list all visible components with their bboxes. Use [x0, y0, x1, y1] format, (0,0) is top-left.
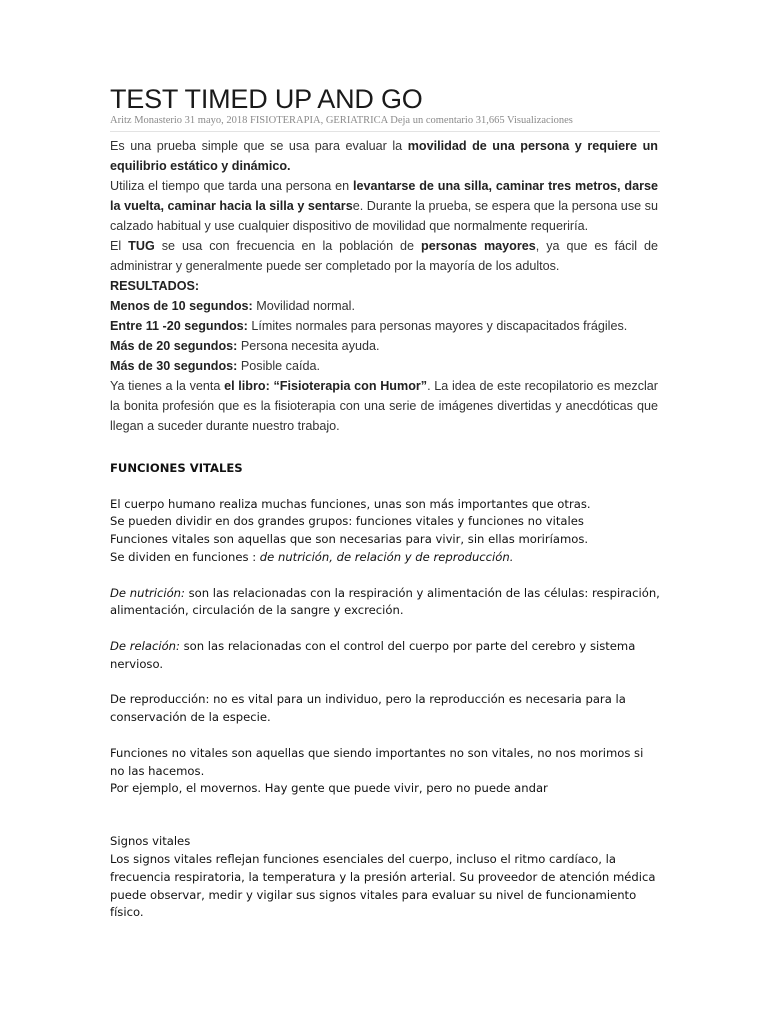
notes-text: Se dividen en funciones :	[110, 549, 260, 564]
result-text: Persona necesita ayuda.	[237, 339, 380, 353]
relation-text: son las relacionadas con el control del cuerpo por parte del cerebro y sistema nervioso.	[110, 638, 636, 671]
procedure-text-end: e. Durante la prueba, se espera que la persona use su calzado habitual y use cualquier dispositivo de movilidad que normalmente requeriría.	[110, 199, 658, 233]
result-row	[110, 316, 658, 336]
notes-line	[110, 549, 660, 567]
procedure-paragraph	[110, 176, 658, 236]
result-text: Posible caída.	[237, 359, 320, 373]
article-body	[110, 136, 658, 436]
signs-paragraph: Los signos vitales reflejan funciones esenciales del cuerpo, incluso el ritmo cardíaco, la frecuencia respiratoria, la temperatura y la presión arterial. Su proveedor de atención médica puede observar, medir y vigilar sus signos vitales para evaluar su nivel de funcionamiento físico.	[110, 851, 656, 920]
tug-text-end: , ya que es fácil de administrar y generalmente puede ser completado por la mayoría de los adultos.	[110, 239, 658, 273]
result-label: Más de 30 segundos:	[110, 359, 238, 373]
result-row	[110, 296, 658, 316]
page-title: TEST TIMED UP AND GO	[110, 84, 423, 114]
result-row	[110, 336, 658, 356]
intro-bold: movilidad de una persona y requiere un equilibrio estático y dinámico.	[110, 139, 658, 173]
tug-text-mid: se usa con frecuencia en la población de	[154, 239, 421, 253]
book-title-link[interactable]: el libro: “Fisioterapia con Humor”	[224, 379, 428, 393]
procedure-text: Utiliza el tiempo que tarda una persona en	[110, 179, 354, 193]
result-row	[110, 356, 658, 376]
section-heading	[110, 460, 660, 478]
notes-section	[110, 460, 660, 922]
intro-text: Es una prueba simple que se usa para evaluar la	[110, 139, 408, 153]
results-heading	[110, 276, 658, 296]
results-heading-text: RESULTADOS:	[110, 279, 200, 293]
result-label: Más de 20 segundos:	[110, 339, 238, 353]
notes-italic: de nutrición, de relación y de reproducción.	[259, 549, 514, 564]
notes-line: Funciones vitales son aquellas que son necesarias para vivir, sin ellas moriríamos.	[110, 532, 589, 547]
non-vital-paragraph: Funciones no vitales son aquellas que siendo importantes no son vitales, no nos morimos si no las hacemos.	[110, 745, 644, 778]
non-vital-example: Por ejemplo, el movernos. Hay gente que puede vivir, pero no puede andar	[110, 781, 548, 796]
post-meta: Aritz Monasterio 31 mayo, 2018 FISIOTERAPIA, GERIATRICA Deja un comentario 31,665 Visualizaciones	[110, 115, 573, 126]
nutrition-paragraph	[110, 585, 660, 621]
elderly-bold: personas mayores	[421, 239, 536, 253]
tug-text: El	[110, 239, 129, 253]
tug-paragraph	[110, 236, 658, 276]
tug-bold: TUG	[128, 239, 155, 253]
nutrition-label: De nutrición:	[110, 585, 185, 600]
notes-line: El cuerpo humano realiza muchas funciones, unas son más importantes que otras.	[110, 496, 591, 511]
section-heading-text: FUNCIONES VITALES	[110, 461, 243, 475]
book-text-end: . La idea de este recopilatorio es mezclar la bonita profesión que es la fisioterapia con una serie de imágenes divertidas y anecdóticas que llegan a suceder durante nuestro trabajo.	[110, 379, 659, 433]
signs-heading: Signos vitales	[110, 834, 191, 849]
reproduction-paragraph: De reproducción: no es vital para un individuo, pero la reproducción es necesaria para la conservación de la especie.	[110, 692, 626, 725]
result-text: Movilidad normal.	[252, 299, 355, 313]
result-label: Entre 11 -20 segundos:	[110, 319, 248, 333]
divider	[110, 131, 660, 132]
relation-label: De relación:	[110, 638, 180, 653]
result-text: Límites normales para personas mayores y discapacitados frágiles.	[247, 319, 628, 333]
intro-paragraph	[110, 136, 658, 176]
procedure-bold: levantarse de una silla, caminar tres metros, darse la vuelta, caminar hacia la silla y sentars	[110, 179, 658, 213]
nutrition-text: son las relacionadas con la respiración y alimentación de las células: respiración, alimentación, circulación de la sangre y excreción.	[110, 585, 660, 618]
book-paragraph	[110, 376, 658, 436]
book-text: Ya tienes a la venta	[110, 379, 225, 393]
result-label: Menos de 10 segundos:	[110, 299, 253, 313]
notes-line: Se pueden dividir en dos grandes grupos: funciones vitales y funciones no vitales	[110, 514, 584, 529]
relation-paragraph	[110, 638, 660, 674]
